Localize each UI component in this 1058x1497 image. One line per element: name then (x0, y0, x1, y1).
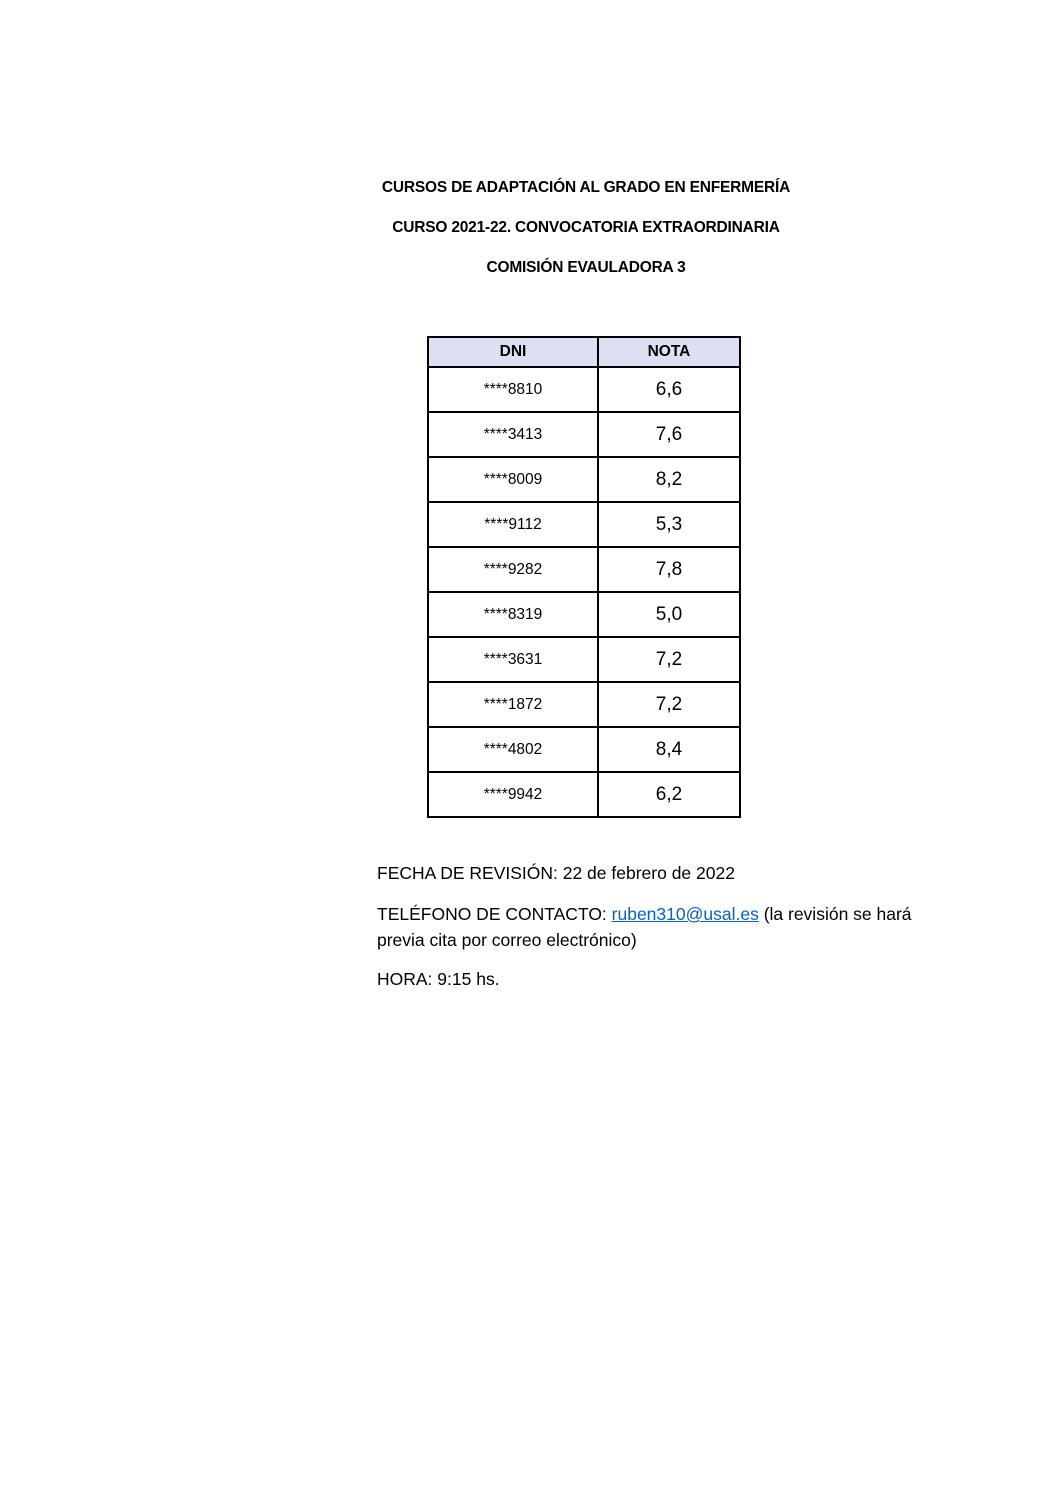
table-row (428, 412, 740, 457)
dni-cell: ****8009 (428, 457, 598, 502)
grades-table (427, 336, 741, 818)
dni-cell: ****9112 (428, 502, 598, 547)
nota-cell: 5,3 (598, 502, 740, 547)
table-row (428, 772, 740, 817)
dni-cell: ****3631 (428, 637, 598, 682)
dni-cell: ****8810 (428, 367, 598, 412)
nota-cell: 7,2 (598, 682, 740, 727)
table-row (428, 457, 740, 502)
dni-cell: ****4802 (428, 727, 598, 772)
contact-label: TELÉFONO DE CONTACTO: (377, 904, 612, 924)
table-row (428, 502, 740, 547)
nota-cell: 7,2 (598, 637, 740, 682)
dni-cell: ****1872 (428, 682, 598, 727)
dni-cell: ****9942 (428, 772, 598, 817)
dni-cell: ****8319 (428, 592, 598, 637)
table-row (428, 367, 740, 412)
table-row (428, 727, 740, 772)
nota-cell: 6,6 (598, 367, 740, 412)
nota-cell: 7,8 (598, 547, 740, 592)
nota-cell: 6,2 (598, 772, 740, 817)
dni-cell: ****9282 (428, 547, 598, 592)
nota-cell: 5,0 (598, 592, 740, 637)
table-row (428, 682, 740, 727)
column-header-dni: DNI (428, 337, 598, 367)
title-line-1: CURSOS DE ADAPTACIÓN AL GRADO EN ENFERMERÍA (381, 179, 791, 196)
nota-cell: 8,4 (598, 727, 740, 772)
email-link[interactable]: ruben310@usal.es (611, 904, 759, 924)
review-date: FECHA DE REVISIÓN: 22 de febrero de 2022 (377, 863, 735, 883)
table-row (428, 592, 740, 637)
nota-cell: 8,2 (598, 457, 740, 502)
review-time: HORA: 9:15 hs. (377, 969, 500, 989)
dni-cell: ****3413 (428, 412, 598, 457)
nota-cell: 7,6 (598, 412, 740, 457)
title-line-2: CURSO 2021-22. CONVOCATORIA EXTRAORDINARIA (392, 219, 780, 236)
column-header-nota: NOTA (598, 337, 740, 367)
title-line-3: COMISIÓN EVAULADORA 3 (486, 259, 686, 276)
contact-note: (la revisión se hará previa cita por correo electrónico) (377, 904, 912, 950)
table-row (428, 637, 740, 682)
contact-info (377, 901, 937, 953)
table-row (428, 547, 740, 592)
table-header-row (428, 337, 740, 367)
